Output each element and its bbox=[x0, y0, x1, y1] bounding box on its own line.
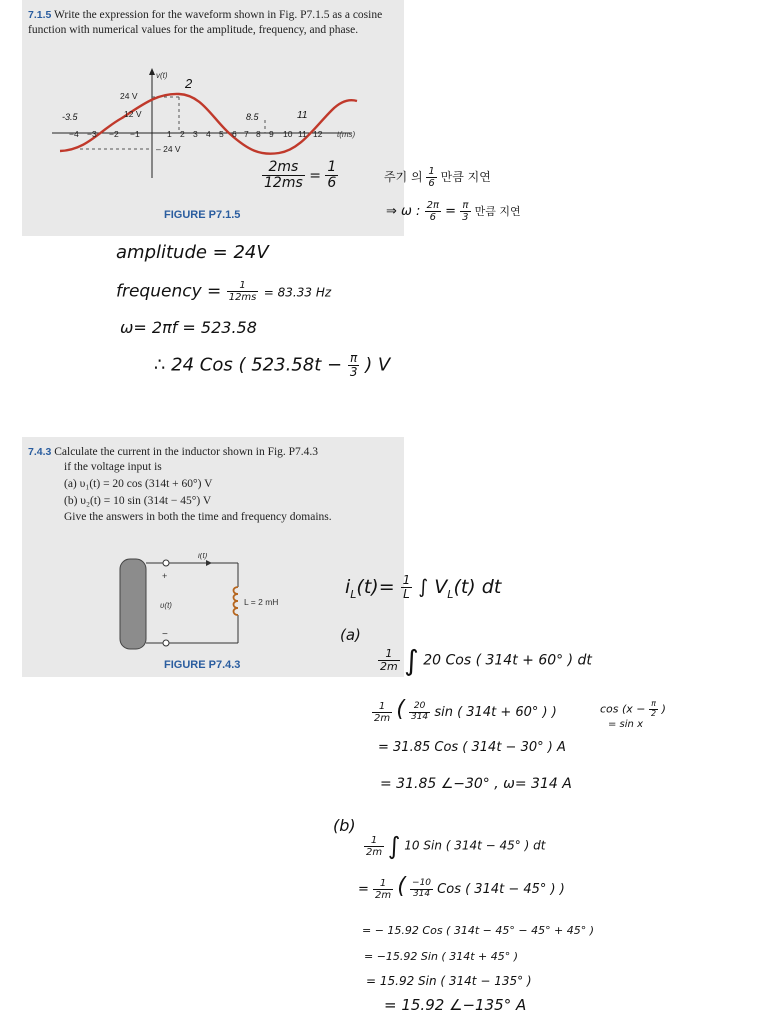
part-b-step5: = 15.92 Sin ( 314t − 135° ) bbox=[366, 974, 532, 988]
part-b-step1: $\frac{1}{2m}$ ∫ 10 Sin ( 314t − 45° ) dt bbox=[366, 832, 546, 860]
problem-7-1-5-text bbox=[28, 8, 398, 37]
y-tick-24v: 24 V bbox=[120, 91, 138, 101]
part-a-step3: = 31.85 Cos ( 314t − 30° ) A bbox=[378, 740, 566, 755]
part-b-step3: = − 15.92 Cos ( 314t − 45° − 45° + 45° ) bbox=[362, 924, 595, 937]
problem-7-1-5-panel bbox=[22, 0, 404, 236]
korean-note-delay: 주기 의 $\frac{1}{6}$ 만큼 지연 bbox=[384, 166, 491, 189]
svg-text:1: 1 bbox=[167, 129, 172, 139]
part-a-step1: $\frac{1}{2m}$ ∫ 20 Cos ( 314t + 60° ) dt bbox=[380, 644, 592, 677]
current-label: i(t) bbox=[198, 553, 208, 560]
y-tick-neg24v: – 24 V bbox=[156, 144, 181, 154]
svg-text:-3.5: -3.5 bbox=[62, 112, 78, 122]
svg-text:10: 10 bbox=[283, 129, 293, 139]
part-b-label: (b) bbox=[333, 816, 356, 835]
inductor-label: L = 2 mH bbox=[244, 597, 279, 607]
y-tick-12v: 12 V bbox=[124, 109, 142, 119]
svg-text:5: 5 bbox=[219, 129, 224, 139]
terminal-top bbox=[163, 560, 169, 566]
svg-text:9: 9 bbox=[269, 129, 274, 139]
x-tick-labels bbox=[69, 129, 323, 139]
part-b-phasor: = 15.92 ∠−135° A bbox=[384, 996, 527, 1014]
svg-text:8: 8 bbox=[256, 129, 261, 139]
y-axis-arrow bbox=[149, 68, 155, 75]
part-b-step4: = −15.92 Sin ( 314t + 45° ) bbox=[364, 950, 519, 963]
amplitude-line: amplitude = 24V bbox=[116, 242, 269, 263]
part-a-label: (a) bbox=[340, 626, 361, 644]
part-a-step2: $\frac{1}{2m}$ ( $\frac{20}{314}$ sin ( 314t + 60° ) ) bbox=[374, 697, 557, 724]
x-axis-label: t(ms) bbox=[337, 130, 356, 139]
svg-text:3: 3 bbox=[193, 129, 198, 139]
plus-sign: + bbox=[162, 571, 168, 581]
svg-text:−2: −2 bbox=[109, 129, 119, 139]
svg-text:2: 2 bbox=[180, 129, 185, 139]
problem-number: 7.1.5 bbox=[28, 9, 52, 21]
inductor-circuit bbox=[118, 553, 338, 653]
omega-line: ω= 2πf = 523.58 bbox=[120, 318, 257, 337]
voltage-label: υ(t) bbox=[160, 601, 172, 610]
inductor-coil bbox=[234, 587, 239, 615]
svg-text:−1: −1 bbox=[130, 129, 140, 139]
problem-statement: Write the expression for the waveform shown in Fig. P7.1.5 as a cosine function with numerical values for the amplitude, frequency, and phase. bbox=[28, 9, 383, 36]
part-b-step2: = $\frac{1}{2m}$ ( $\frac{-10}{314}$ Cos ( 314t − 45° ) ) bbox=[358, 874, 565, 901]
final-answer-1: ∴ 24 Cos ( 523.58t − $\frac{\pi}{3}$ ) V bbox=[154, 351, 391, 380]
svg-text:2: 2 bbox=[185, 76, 193, 91]
svg-text:8.5: 8.5 bbox=[246, 112, 259, 122]
svg-text:6: 6 bbox=[232, 129, 237, 139]
cosine-waveform bbox=[60, 94, 357, 154]
terminal-bottom bbox=[163, 640, 169, 646]
part-a-phasor: = 31.85 ∠−30° , ω= 314 A bbox=[380, 776, 572, 792]
handwritten-graph-marks bbox=[62, 76, 307, 122]
current-arrow bbox=[206, 560, 212, 566]
ratio-annotation: $\frac{2ms}{12ms}$ = $\frac{1}{6}$ bbox=[264, 159, 337, 192]
svg-text:12: 12 bbox=[313, 129, 323, 139]
svg-text:−3: −3 bbox=[87, 129, 97, 139]
svg-text:4: 4 bbox=[206, 129, 211, 139]
figure-caption-p7-4-3: FIGURE P7.4.3 bbox=[164, 659, 241, 671]
inductor-current-formula: $i_L(t)=$ $\frac{1}{L}$ ∫ $V_L(t)$ dt bbox=[345, 573, 502, 602]
frequency-line: frequency = $\frac{1}{12ms}$ = 83.33 Hz bbox=[116, 280, 332, 303]
problem-7-4-3-text: 7.4.3 Calculate the current in the inductor shown in Fig. P7.4.3 if the voltage input is (a) υ₁(t) = 20 cos (314t + 60°) V (b) υ₂(t) = 10 sin (314t − 45°) V Give the answers in both the time and frequency domains. bbox=[28, 446, 332, 523]
y-axis-label: v(t) bbox=[156, 71, 168, 80]
figure-caption-p7-1-5: FIGURE P7.1.5 bbox=[164, 209, 241, 221]
trig-identity-side-note: cos (x − $\frac{\pi}{2}$ ) = sin x bbox=[600, 699, 666, 730]
svg-text:11: 11 bbox=[298, 129, 307, 139]
voltage-source bbox=[120, 559, 146, 649]
svg-text:−4: −4 bbox=[69, 129, 79, 139]
omega-phase-note: ⇒ ω : $\frac{2\pi}{6}$ = $\frac{\pi}{3}$ 만큼 지연 bbox=[386, 200, 521, 223]
svg-text:7: 7 bbox=[244, 129, 249, 139]
minus-sign: − bbox=[162, 629, 168, 640]
problem-number: 7.4.3 bbox=[28, 446, 52, 458]
svg-text:11: 11 bbox=[297, 110, 308, 121]
